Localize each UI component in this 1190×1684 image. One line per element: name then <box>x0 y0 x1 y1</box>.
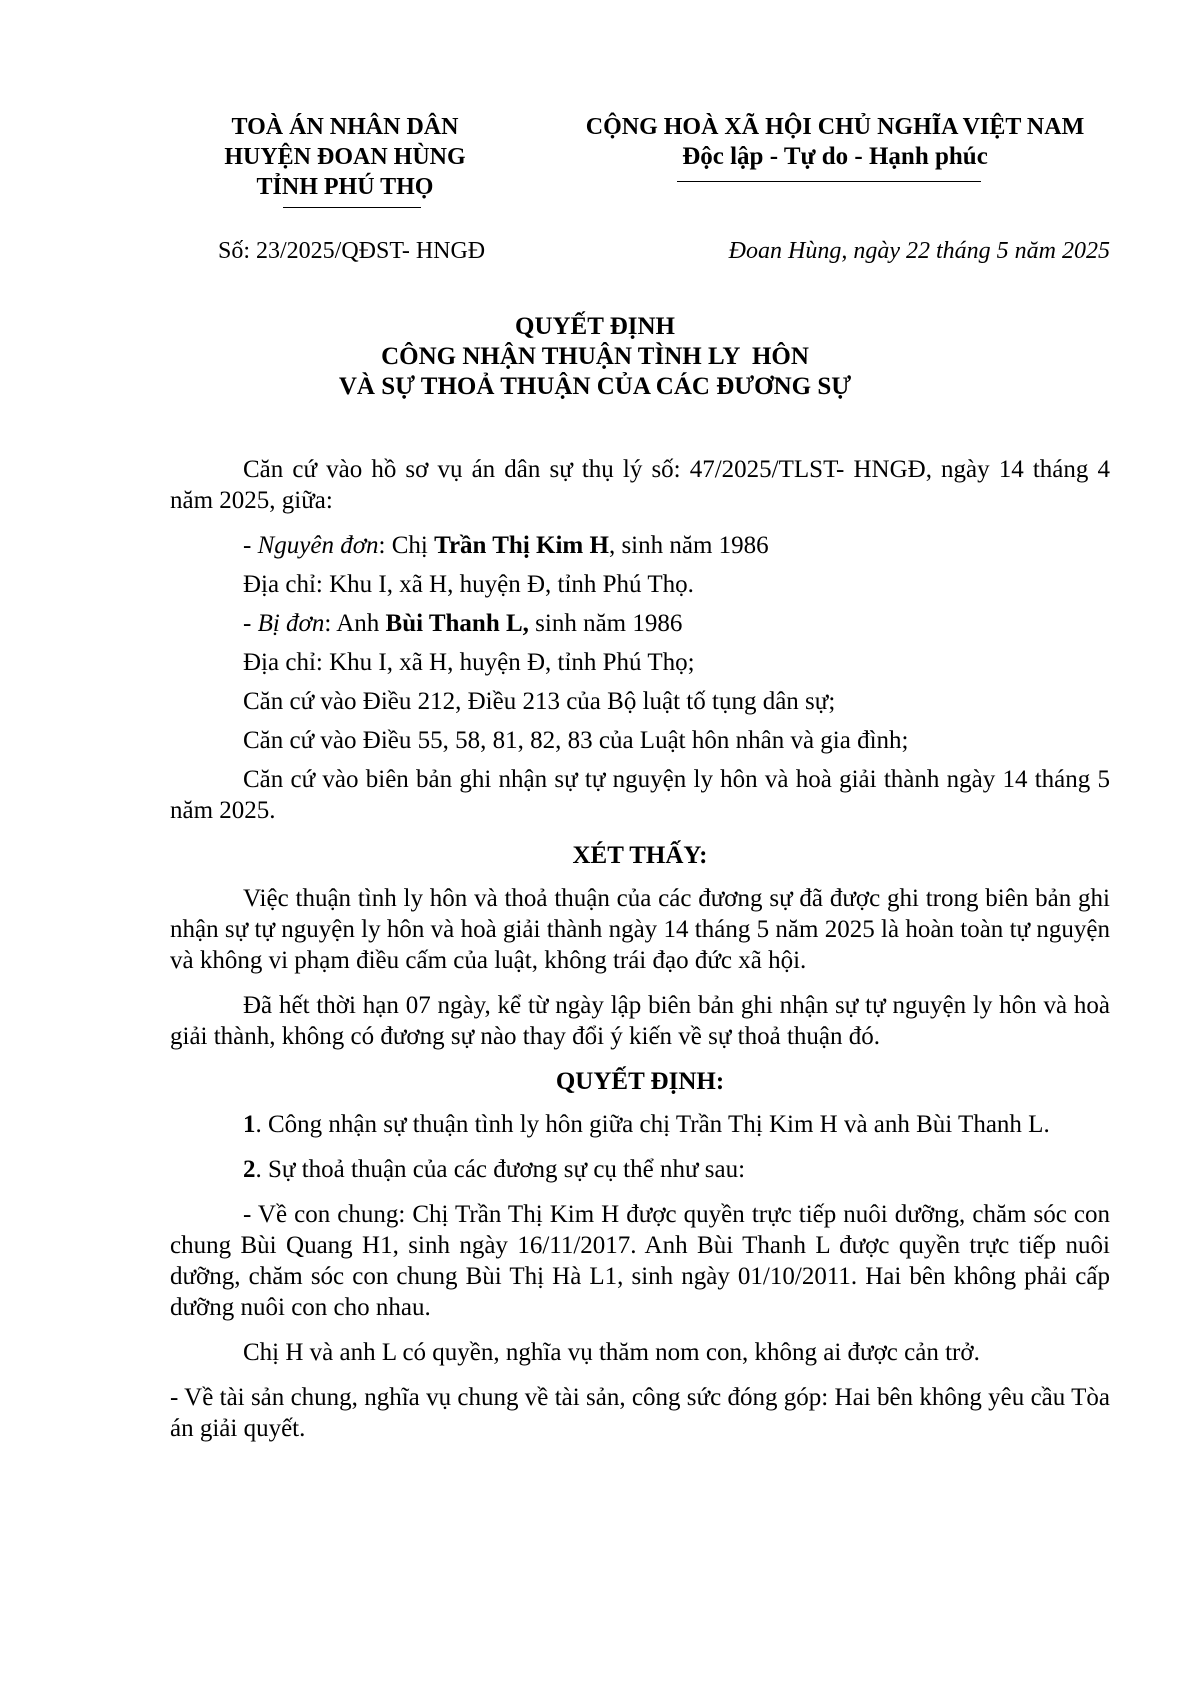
decision-item-1-number: 1 <box>243 1111 256 1138</box>
visitation-paragraph: Chị H và anh L có quyền, nghĩa vụ thăm nom con, không ai được cản trở. <box>243 1339 980 1366</box>
court-line-1: TOÀ ÁN NHÂN DÂN <box>231 114 459 140</box>
plaintiff-suffix: , sinh năm 1986 <box>608 532 769 559</box>
findings-heading: XÉT THẤY: <box>572 842 708 869</box>
legal-basis-3: Căn cứ vào biên bản ghi nhận sự tự nguyện ly hôn và hoà giải thành ngày 14 tháng 5 năm 2025. <box>170 766 1110 824</box>
document-body <box>170 454 1110 1458</box>
findings-paragraph-2: Đã hết thời hạn 07 ngày, kể từ ngày lập biên bản ghi nhận sự tự nguyện ly hôn và hoà giải thành, không có đương sự nào thay đổi ý kiến về sự thoả thuận đó. <box>170 992 1110 1050</box>
findings-paragraph-1: Việc thuận tình ly hôn và thoả thuận của các đương sự đã được ghi trong biên bản ghi nhận sự tự nguyện ly hôn và hoà giải thành ngày 14 tháng 5 năm 2025 là hoàn toàn tự nguyện và không vi phạm điều cấm của luật, không trái đạo đức xã hội. <box>170 885 1110 974</box>
plaintiff-label: Nguyên đơn <box>257 532 379 559</box>
decision-item-2-number: 2 <box>243 1156 256 1183</box>
children-custody-paragraph: - Về con chung: Chị Trần Thị Kim H được quyền trực tiếp nuôi dưỡng, chăm sóc con chung Bùi Quang H1, sinh ngày 16/11/2017. Anh Bùi Thanh L được quyền trực tiếp nuôi dưỡng, chăm sóc con chung Bùi Thị Hà L1, sinh ngày 01/10/2011. Hai bên không phải cấp dưỡng nuôi con cho nhau. <box>170 1201 1110 1321</box>
plaintiff-line <box>170 530 1110 561</box>
court-underline <box>283 207 421 208</box>
defendant-prefix: - <box>243 610 258 637</box>
court-header <box>210 112 480 202</box>
legal-basis-1: Căn cứ vào Điều 212, Điều 213 của Bộ luật tố tụng dân sự; <box>243 688 836 715</box>
legal-basis-2: Căn cứ vào Điều 55, 58, 81, 82, 83 của Luật hôn nhân và gia đình; <box>243 727 909 754</box>
case-basis-paragraph: Căn cứ vào hồ sơ vụ án dân sự thụ lý số: 47/2025/TLST- HNGĐ, ngày 14 tháng 4 năm 2025, giữa: <box>170 456 1110 514</box>
document-number: Số: 23/2025/QĐST- HNGĐ <box>218 238 486 264</box>
defendant-mid: : Anh <box>324 610 386 637</box>
nation-header <box>555 112 1115 172</box>
defendant-suffix: sinh năm 1986 <box>528 610 683 637</box>
defendant-line <box>170 608 1110 639</box>
court-line-2: HUYỆN ĐOAN HÙNG <box>224 144 466 170</box>
decision-item-1 <box>170 1109 1110 1140</box>
defendant-label: Bị đơn <box>257 610 325 637</box>
nation-motto: Độc lập - Tự do - Hạnh phúc <box>682 143 988 170</box>
motto-underline <box>677 181 981 182</box>
defendant-name: Bùi Thanh L, <box>385 610 529 637</box>
decision-item-2-text: . Sự thoả thuận của các đương sự cụ thể như sau: <box>255 1156 746 1183</box>
court-line-3: TỈNH PHÚ THỌ <box>256 174 434 200</box>
decision-item-1-text: . Công nhận sự thuận tình ly hôn giữa chị Trần Thị Kim H và anh Bùi Thanh L. <box>255 1111 1050 1138</box>
document-title <box>0 312 1190 402</box>
plaintiff-mid: : Chị <box>378 532 435 559</box>
nation-name: CỘNG HOÀ XÃ HỘI CHỦ NGHĨA VIỆT NAM <box>585 114 1085 140</box>
decision-item-2 <box>170 1154 1110 1185</box>
plaintiff-address: Địa chỉ: Khu I, xã H, huyện Đ, tỉnh Phú Thọ. <box>243 571 694 598</box>
plaintiff-name: Trần Thị Kim H <box>434 532 609 559</box>
title-line-3: VÀ SỰ THOẢ THUẬN CỦA CÁC ĐƯƠNG SỰ <box>338 373 852 400</box>
title-line-1: QUYẾT ĐỊNH <box>515 313 675 340</box>
property-paragraph: - Về tài sản chung, nghĩa vụ chung về tài sản, công sức đóng góp: Hai bên không yêu cầu Tòa án giải quyết. <box>170 1384 1110 1442</box>
decision-heading: QUYẾT ĐỊNH: <box>555 1068 725 1095</box>
plaintiff-prefix: - <box>243 532 258 559</box>
defendant-address: Địa chỉ: Khu I, xã H, huyện Đ, tỉnh Phú Thọ; <box>243 649 695 676</box>
title-line-2: CÔNG NHẬN THUẬN TÌNH LY HÔN <box>381 343 809 370</box>
place-date: Đoan Hùng, ngày 22 tháng 5 năm 2025 <box>728 238 1110 264</box>
